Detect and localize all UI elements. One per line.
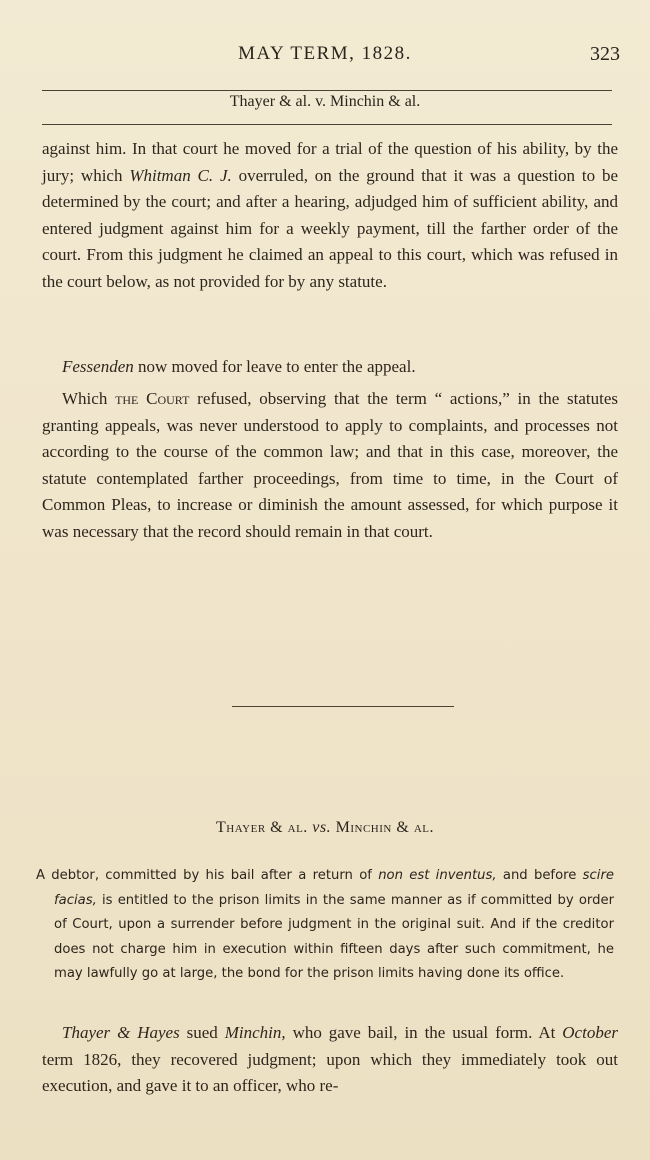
case-al-b: al. [413, 819, 434, 836]
term-month: October [562, 1023, 618, 1042]
headnote-text-b: and before [496, 868, 583, 883]
counsel-name: Fessenden [62, 357, 134, 376]
judge-name: Whitman C. J. [129, 165, 232, 185]
paragraph-3 [42, 386, 618, 546]
headnote-latin-2: scire facias, [54, 868, 614, 908]
headnote-latin-1: non est inventus, [378, 868, 497, 883]
paragraph-4-text-a: sued [179, 1023, 225, 1042]
running-head [0, 40, 650, 70]
paragraph-2 [42, 354, 618, 381]
case-ampersand-a: & [265, 819, 288, 836]
header-rule-top [42, 90, 612, 91]
header-rule-bottom [42, 124, 612, 125]
defendant-name: Minchin, [224, 1023, 286, 1042]
page-number: 323 [590, 43, 620, 65]
headnote [36, 864, 614, 987]
court-small-caps: Court [146, 389, 190, 408]
paragraph-2-text: now moved for leave to enter the appeal. [133, 357, 416, 376]
paragraph-1 [42, 136, 618, 296]
paragraph-4-text-b: who gave bail, in the usual form. At [285, 1023, 563, 1042]
case-party-b: Minchin [335, 819, 392, 836]
plaintiffs-name: Thayer & Hayes [62, 1023, 180, 1042]
case-running-head: Thayer & al. v. Minchin & al. [229, 93, 421, 110]
paragraph-1-text-a: against him. In that court he moved for a trial of the question of his ability, by the jury; which [42, 139, 618, 185]
case-vs: vs. [307, 819, 336, 836]
case-ampersand-b: & [391, 819, 414, 836]
paragraph-4-text-c: term 1826, they recovered judgment; upon which they immediately took out execution, and gave it to an officer, who re- [42, 1049, 618, 1096]
paragraph-4 [42, 1020, 618, 1100]
paragraph-3-text-a: Which [62, 389, 116, 408]
headnote-text-c: is entitled to the prison limits in the same manner as if committed by order of Court, upon a surrender before judgment in the original suit. And if the creditor does not charge him in execution within fifteen days after such commitment, he may lawfully go at large, the bond for the prison limits having done its office. [54, 892, 614, 982]
case-heading [0, 819, 650, 837]
case-al-a: al. [287, 819, 308, 836]
paragraph-1-text-b: overruled, on the ground that it was a question to be determined by the court; and after a hearing, adjudged him of sufficient ability, and entered judgment against him for a weekly payment, till the farther order of the court. From this judgment he claimed an appeal to this court, which was refused in the court below, as not provided for by any statute. [42, 165, 618, 291]
running-title: MAY TERM, 1828. [238, 43, 412, 64]
headnote-text-a: A debtor, committed by his bail after a return of [36, 868, 379, 883]
case-party-a: Thayer [216, 819, 266, 836]
the-small-caps: the [115, 389, 139, 408]
section-divider-rule [232, 706, 454, 707]
paragraph-3-text-b: refused, observing that the term “ actions,” in the statutes granting appeals, was never understood to apply to complaints, and processes not according to the course of the common law; and that in this case, moreover, the statute contemplated farther proceedings, from time to time, in the Court of Common Pleas, to increase or diminish the amount assessed, for which purpose it was necessary that the record should remain in that court. [42, 389, 619, 541]
